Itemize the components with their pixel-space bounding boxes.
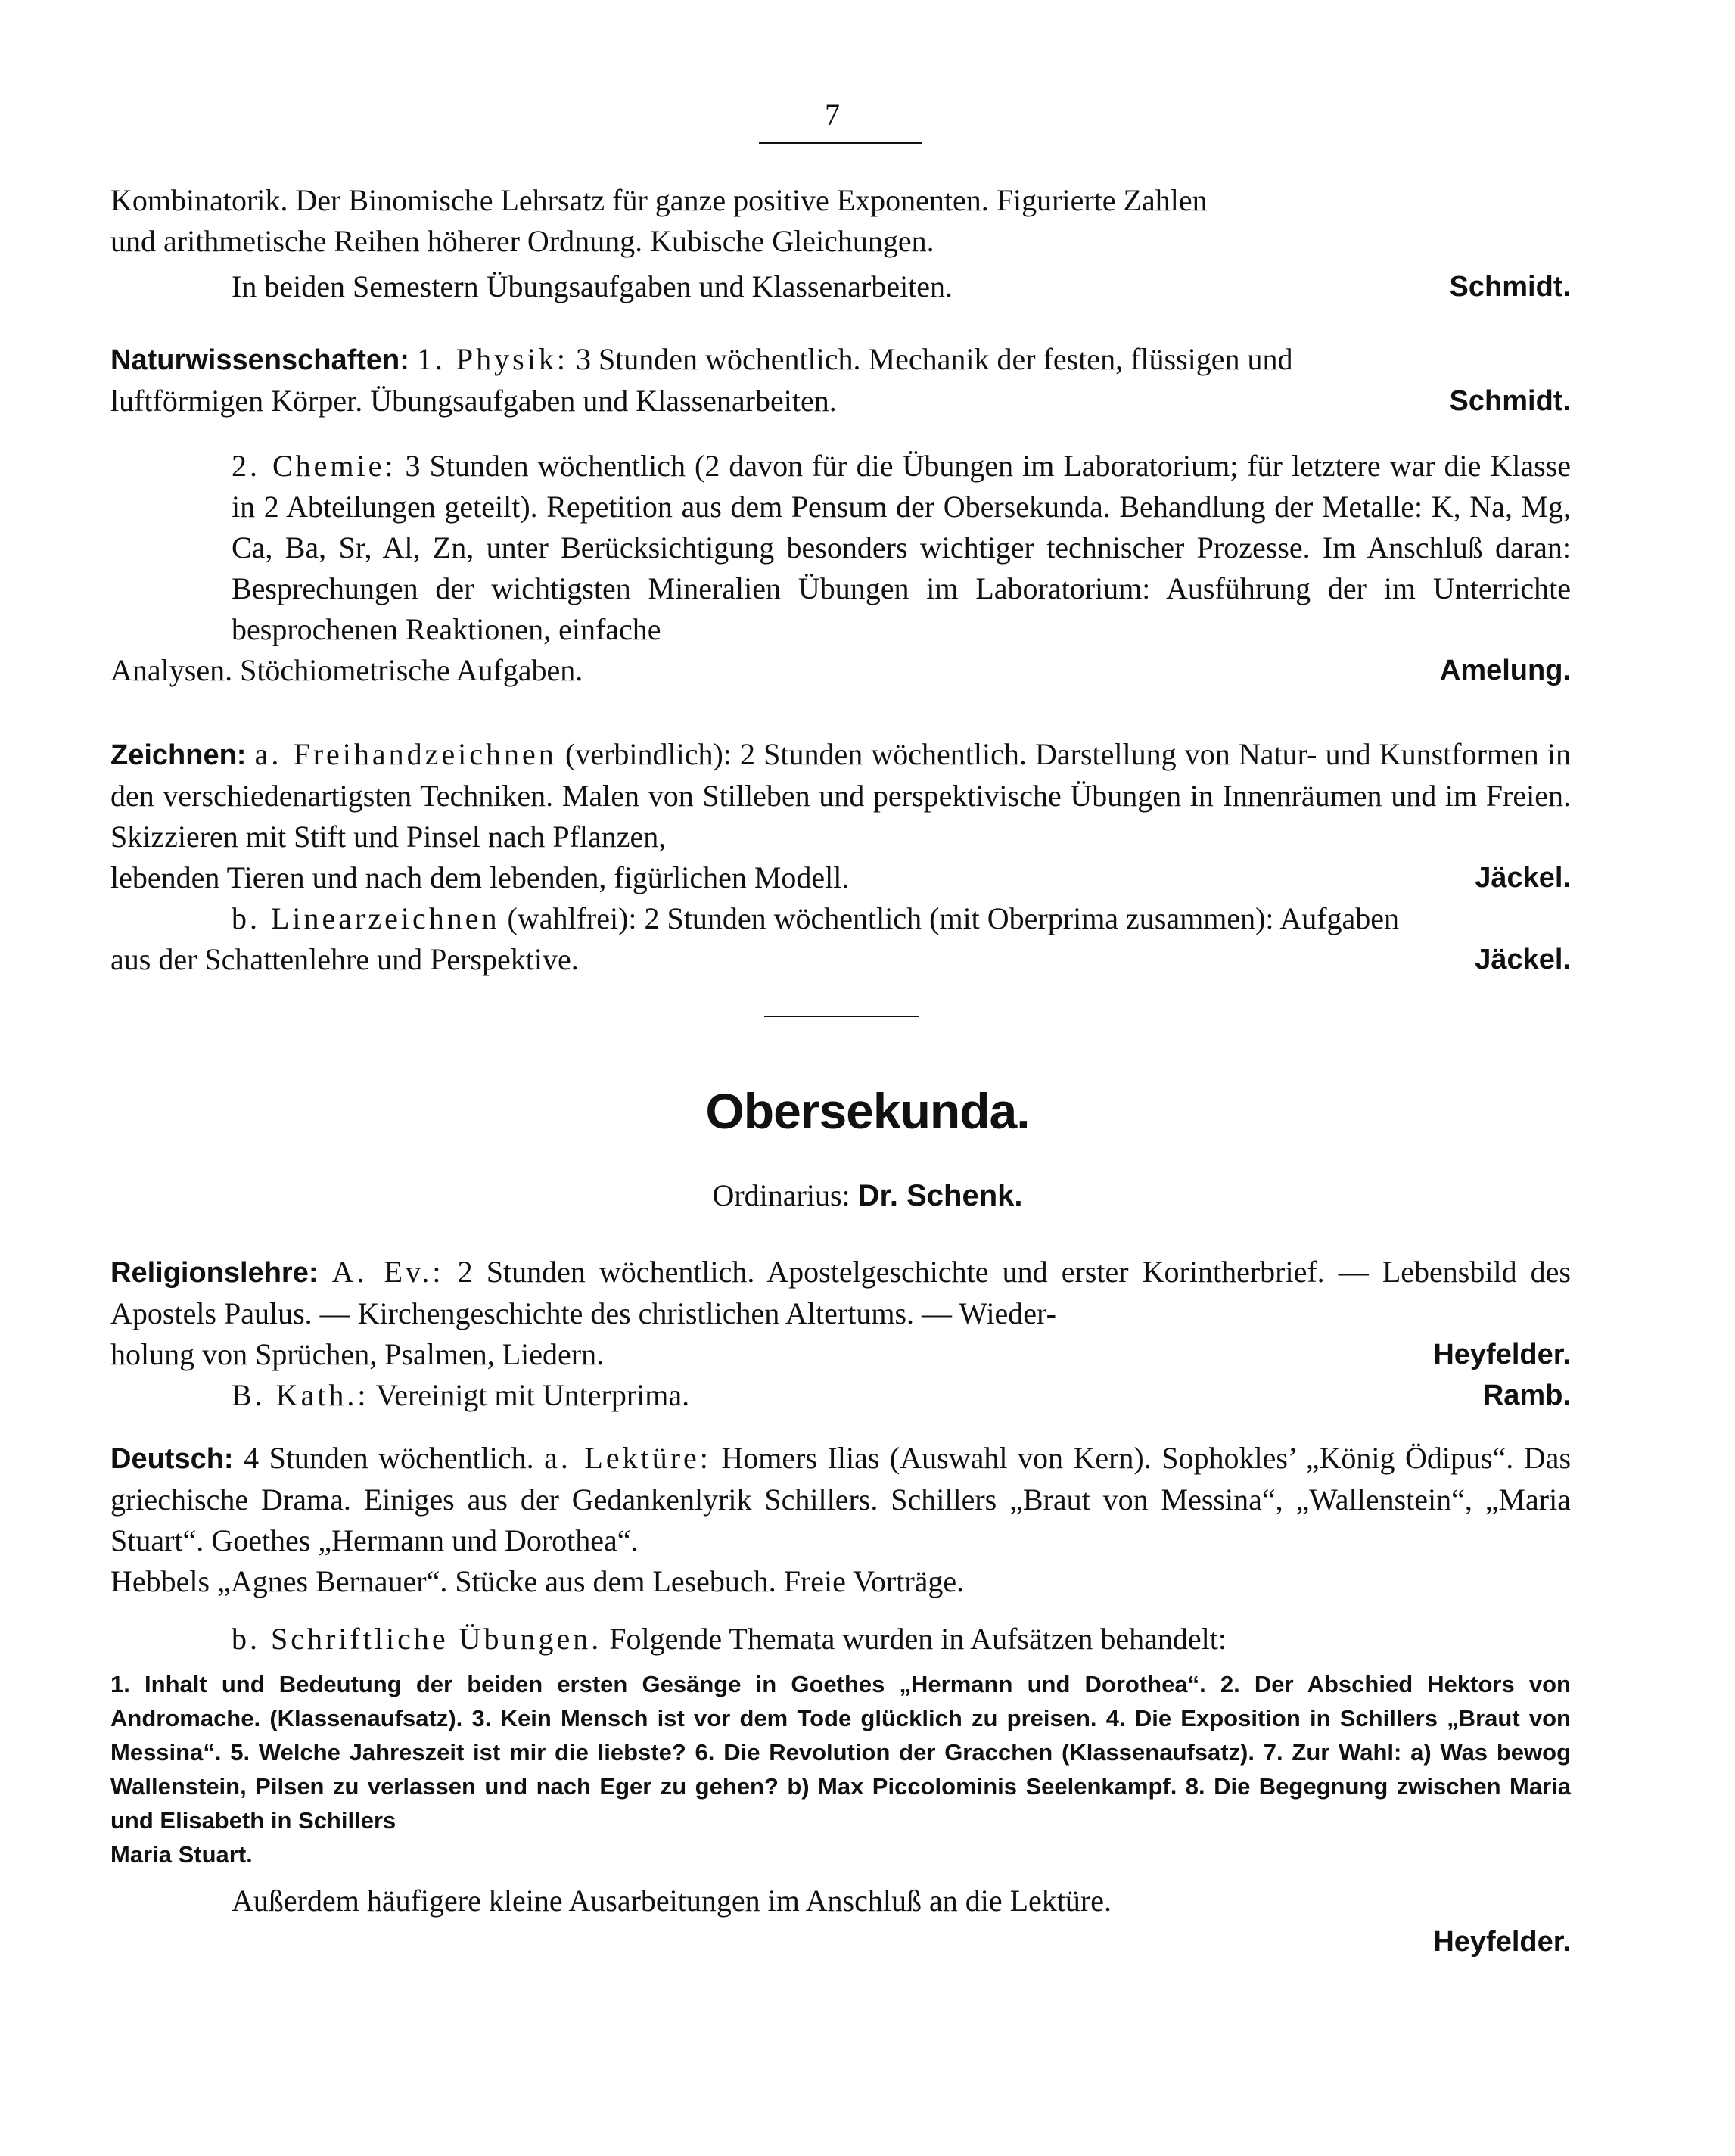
section-heading: Deutsch: [110, 1443, 234, 1475]
teacher-signature: Jäckel. [1475, 944, 1571, 975]
deutsch-closing-line: Außerdem häufigere kleine Ausarbeitungen im Anschluß an die Lektüre. [232, 1884, 1112, 1918]
freihand-last-line: lebenden Tieren und nach dem lebenden, figürlichen Modell. Jäckel. [110, 857, 1571, 898]
math-line-2: und arithmetische Reihen höherer Ordnung. Kubische Gleichungen. [110, 224, 934, 258]
chemie-paragraph: 2. Chemie: 3 Stunden wöchentlich (2 davon für die Übungen im Laboratorium; für letztere war die Klasse in 2 Abteilungen geteilt). Repetition aus dem Pensum der Obersekunda. Behandlung der Metalle: K, Na, Mg, Ca, Ba, Sr, Al, Zn, unter Berücksichtigung besonders wichtiger technischer Prozesse. Im Anschluß daran: Besprechungen der wichtigsten Mineralien Übungen im Laboratorium: Ausführung der im Unterrichte besprochenen Reaktionen, einfache [232, 449, 1572, 646]
religion-ev-paragraph: Religionslehre: A. Ev.: 2 Stunden wöchentlich. Apostelgeschichte und erster Korintherbrief. — Lebensbild des Apostels Paulus. — Kirchengeschichte des christlichen Altertums. — Wieder- [110, 1255, 1571, 1330]
religion-ev-last-line: holung von Sprüchen, Psalmen, Liedern. Heyfelder. [110, 1334, 1571, 1375]
section-title: Obersekunda. [705, 1083, 1030, 1139]
freihand-paragraph: Zeichnen: a. Freihandzeichnen (verbindlich): 2 Stunden wöchentlich. Darstellung von Natur- und Kunstformen in den verschiedenartigsten Techniken. Malen von Stilleben und perspektivische Übungen in Innenräumen und im Freien. Skizzieren mit Stift und Pinsel nach Pflanzen, [110, 737, 1572, 854]
physik-last-line: luftförmigen Körper. Übungsaufgaben und Klassenarbeiten. Schmidt. [110, 381, 1571, 422]
deutsch-section [110, 1438, 1571, 1962]
linear-last-line: aus der Schattenlehre und Perspektive. Jäckel. [110, 939, 1571, 980]
section-heading: Zeichnen: [110, 739, 247, 771]
teacher-signature: Schmidt. [1449, 271, 1571, 303]
header-rule [759, 142, 922, 144]
deutsch-lektuere-paragraph: Deutsch: 4 Stunden wöchentlich. a. Lektüre: Homers Ilias (Auswahl von Kern). Sophokles’ „König Ödipus“. Das griechische Drama. Einiges aus der Gedankenlyrik Schillers. Schillers „Braut von Messina“, „Wallenstein“, „Maria Stuart“. Goethes „Hermann und Dorothea“. [110, 1441, 1572, 1557]
teacher-signature: Heyfelder. [1433, 1339, 1571, 1370]
physik-paragraph: Naturwissenschaften: 1. Physik: 3 Stunden wöchentlich. Mechanik der festen, flüssigen und [110, 342, 1293, 376]
teacher-signature: Heyfelder. [1433, 1926, 1571, 1958]
math-line-1: Kombinatorik. Der Binomische Lehrsatz für ganze positive Exponenten. Figurierte Zahlen [110, 183, 1208, 217]
teacher-signature: Ramb. [1482, 1380, 1571, 1411]
deutsch-teacher-line [110, 1921, 1571, 1962]
ordinarius-name: Dr. Schenk. [857, 1179, 1023, 1212]
section-heading: Religionslehre: [110, 1257, 319, 1289]
math-line-3: In beiden Semestern Übungsaufgaben und Klassenarbeiten. Schmidt. [110, 266, 1571, 307]
religion-kath-line: B. Kath.: Vereinigt mit Unterprima. Ramb. [110, 1375, 1571, 1416]
themes-list: 1. Inhalt und Bedeutung der beiden ersten Gesänge in Goethes „Hermann und Dorothea“. 2. Der Abschied Hektors von Andromache. (Klassenaufsatz). 3. Kein Mensch ist vor dem Tode glücklich zu preisen. 4. Die Exposition in Schillers „Braut von Messina“. 5. Welche Jahreszeit ist mir die liebste? 6. Die Revolution der Gracchen (Klassenaufsatz). 7. Zur Wahl: a) Was bewog Wallenstein, Pilsen zu verlassen und nach Eger zu gehen? b) Max Piccolominis Seelenkampf. 8. Die Begegnung zwischen Maria und Elisabeth in Schillers [110, 1671, 1571, 1834]
teacher-signature: Schmidt. [1449, 385, 1571, 417]
math-section [110, 180, 1571, 307]
zeichnen-section [110, 734, 1571, 980]
section-divider [764, 1016, 919, 1017]
chemie-last-line: Analysen. Stöchiometrische Aufgaben. Amelung. [110, 650, 1571, 691]
deutsch-lektuere-last-line: Hebbels „Agnes Bernauer“. Stücke aus dem Lesebuch. Freie Vorträge. [110, 1564, 965, 1598]
themes-last-line: Maria Stuart. [110, 1841, 253, 1868]
natur-section [110, 339, 1571, 691]
religion-section [110, 1252, 1571, 1416]
section-heading: Naturwissenschaften: [110, 344, 409, 376]
page-number: 7 [825, 98, 840, 132]
teacher-signature: Amelung. [1439, 655, 1571, 686]
linear-paragraph: b. Linearzeichnen (wahlfrei): 2 Stunden wöchentlich (mit Oberprima zusammen): Aufgaben [232, 901, 1400, 935]
teacher-signature: Jäckel. [1475, 862, 1571, 894]
ordinarius-line: Ordinarius: Dr. Schenk. [712, 1178, 1023, 1212]
deutsch-schriftlich-line: b. Schriftliche Übungen. Folgende Themata wurden in Aufsätzen behandelt: [232, 1622, 1227, 1656]
